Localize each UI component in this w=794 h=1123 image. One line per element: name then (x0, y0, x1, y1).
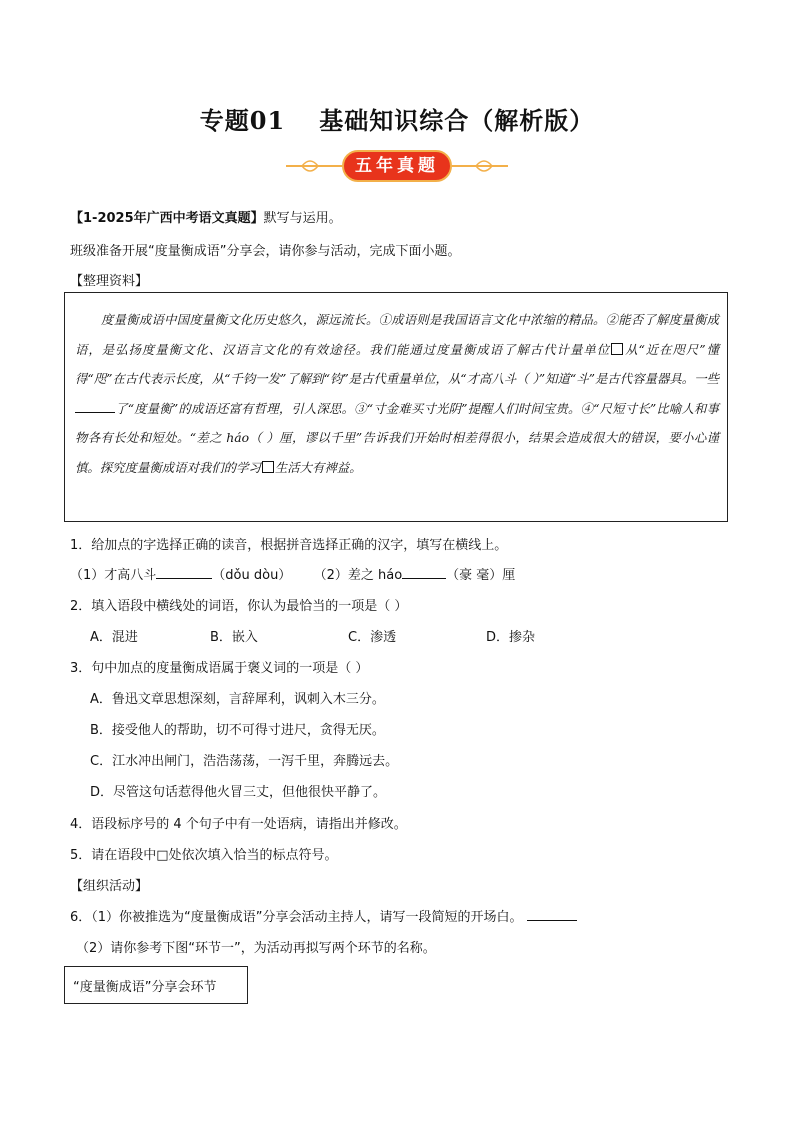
banner (282, 150, 512, 182)
blank-square (262, 461, 274, 473)
question-6-part1 (70, 906, 577, 925)
q1a-suffix: （dǒu dòu） (212, 568, 292, 583)
q2-option-b: B．嵌入 (210, 630, 258, 645)
passage-s2: 从“近在咫尺”懂得“咫”在古代表示长度，从“千钧一发”了解到“钧”是古代重量单位，从“才高八斗（ ）”知道“斗”是古代容量器具。一些 (75, 341, 719, 387)
fill-blank (75, 412, 115, 413)
page-title (0, 101, 794, 136)
title-part1: 专题01 (199, 106, 286, 135)
section-heading: 【整理资料】 (70, 274, 149, 289)
q6a-text: 6．（1）你被推选为“度量衡成语”分享会活动主持人，请写一段简短的开场白。 (70, 910, 523, 925)
answer-blank (527, 920, 577, 921)
q2-option-d: D．掺杂 (486, 630, 536, 645)
title-part2: 基础知识综合（解析版） (319, 106, 595, 135)
question-2: 2．填入语段中横线处的词语，你认为最恰当的一项是（ ） (70, 599, 408, 614)
question-4: 4．语段标序号的 4 个句子中有一处语病，请指出并修改。 (70, 817, 407, 832)
q3-option-d: D．尽管这句话惹得他火冒三丈，但他很快平静了。 (90, 785, 387, 800)
question-1: 1．给加点的字选择正确的读音，根据拼音选择正确的汉字，填写在横线上。 (70, 538, 508, 553)
task-text: 默写与运用。 (263, 211, 342, 226)
intro-line (70, 207, 342, 226)
banner-badge: 五年真题 (342, 150, 452, 182)
q2-option-c: C．渗透 (348, 630, 397, 645)
intro-text: 班级准备开展“度量衡成语”分享会，请你参与活动，完成下面小题。 (70, 244, 461, 259)
source-label: 【1-2025年广西中考语文真题】 (70, 211, 264, 226)
question-5: 5．请在语段中□处依次填入恰当的标点符号。 (70, 848, 338, 863)
q1b-prefix: （2）差之 háo (313, 568, 403, 583)
q1a-prefix: （1）才高八斗 (70, 568, 157, 583)
q2-option-a: A．混进 (90, 630, 138, 645)
passage-s3: 了“度量衡”的成语还富有哲理，引人深思。③“寸金难买寸光阴”提醒人们时间宝贵。④“尺短寸长”比喻人和事物各有长处和短处。“差之 háo（ ）厘，谬以千里”告诉我们开始时相差得很小，结果会造成很大的错误，要小心谨慎。探究度量衡成语对我们的学习 (75, 400, 719, 475)
passage-s1: 度量衡成语中国度量衡文化历史悠久，源远流长。①成语则是我国语言文化中浓缩的精品。②能否了解度量衡成语，是弘扬度量衡文化、汉语言文化的有效途径。我们能通过度量衡成语了解古代计量单位 (75, 312, 719, 357)
answer-blank (156, 578, 212, 579)
q3-option-b: B．接受他人的帮助，切不可得寸进尺，贪得无厌。 (90, 723, 385, 738)
section-heading-2: 【组织活动】 (70, 879, 149, 894)
q1b-suffix: （豪 毫）厘 (446, 568, 516, 583)
q3-option-a: A．鲁迅文章思想深刻，言辞犀利，讽刺入木三分。 (90, 692, 385, 707)
passage-box (64, 292, 728, 522)
activity-box-label: “度量衡成语”分享会环节 (73, 980, 217, 995)
question-1-parts (70, 564, 515, 583)
activity-box (64, 966, 248, 1004)
answer-blank (402, 578, 446, 579)
passage-text (75, 305, 719, 483)
passage-s4: 生活大有裨益。 (274, 459, 362, 475)
q3-option-c: C．江水冲出闸门，浩浩荡荡，一泻千里，奔腾远去。 (90, 754, 399, 769)
question-6-part2: （2）请你参考下图“环节一”，为活动再拟写两个环节的名称。 (76, 941, 436, 956)
blank-square (611, 343, 623, 355)
question-3: 3．句中加点的度量衡成语属于褒义词的一项是（ ） (70, 661, 369, 676)
